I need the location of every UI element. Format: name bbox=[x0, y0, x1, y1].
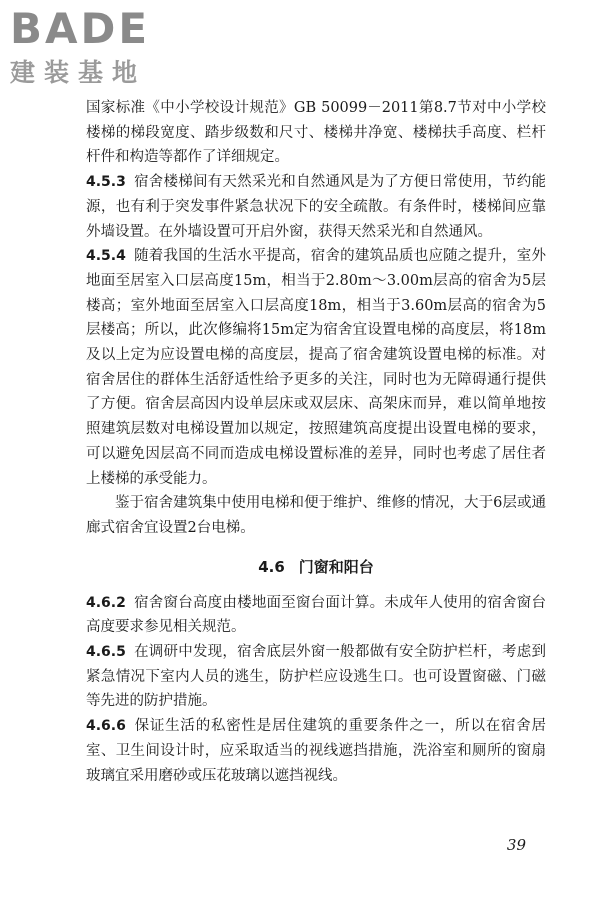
clause-4-6-2 bbox=[86, 591, 546, 640]
brand-logo bbox=[10, 6, 180, 92]
intro-paragraph: 国家标准《中小学校设计规范》GB 50099－2011第8.7节对中小学校楼梯的梯段宽度、踏步级数和尺寸、楼梯井净宽、楼梯扶手高度、栏杆杆件和构造等都作了详细规定。 bbox=[86, 100, 546, 166]
clause-4-5-3 bbox=[86, 170, 546, 244]
document-body bbox=[86, 96, 546, 788]
clause-number: 4.6.5 bbox=[86, 644, 126, 661]
clause-number: 4.6.6 bbox=[86, 718, 126, 735]
followup-paragraph: 鉴于宿舍建筑集中使用电梯和便于维护、维修的情况，大于6层或通廊式宿舍宜设置2台电梯。 bbox=[86, 495, 546, 536]
clause-4-5-4 bbox=[86, 244, 546, 491]
clause-number: 4.6.2 bbox=[86, 594, 126, 611]
clause-text: 在调研中发现，宿舍底层外窗一般都做有安全防护栏杆，考虑到紧急情况下室内人员的逃生，防护栏应设逃生口。也可设置窗磁、门磁等先进的防护措施。 bbox=[86, 644, 546, 710]
clause-text: 宿舍窗台高度由楼地面至窗台面计算。未成年人使用的宿舍窗台高度要求参见相关规范。 bbox=[86, 594, 546, 636]
clause-text: 随着我国的生活水平提高，宿舍的建筑品质也应随之提升，室外地面至居室入口层高度15m，相当于2.80m～3.00m层高的宿舍为5层楼高；室外地面至居室入口层高度18m，相当于3.60m层高的宿舍为5层楼高；所以，此次修编将15m定为宿舍宜设置电梯的高度层，将18m及以上定为应设置电梯的高度层，提高了宿舍建筑设置电梯的标准。对宿舍居住的群体生活舒适性给予更多的关注，同时也为无障碍通行提供了方便。宿舍层高因内设单层床或双层床、高架床而异，难以简单地按照建筑层数对电梯设置加以规定，按照建筑高度提出设置电梯的要求，可以避免因层高不同而造成电梯设置标准的差异，同时也考虑了居住者上楼梯的承受能力。 bbox=[86, 248, 546, 487]
section-heading bbox=[86, 555, 546, 579]
logo-wordmark: BADE bbox=[10, 4, 151, 53]
clause-number: 4.5.3 bbox=[86, 174, 126, 191]
clause-4-6-5 bbox=[86, 640, 546, 714]
clause-4-6-6 bbox=[86, 714, 546, 788]
page-number: 39 bbox=[506, 836, 526, 854]
section-number: 4.6 bbox=[258, 557, 285, 576]
logo-tagline: 建装基地 bbox=[10, 58, 147, 87]
clause-text: 宿舍楼梯间有天然采光和自然通风是为了方便日常使用，节约能源，也有利于突发事件紧急状况下的安全疏散。有条件时，楼梯间应靠外墙设置。在外墙设置可开启外窗，获得天然采光和自然通风。 bbox=[86, 174, 546, 240]
section-title: 门窗和阳台 bbox=[298, 557, 374, 576]
clause-number: 4.5.4 bbox=[86, 248, 126, 265]
clause-text: 保证生活的私密性是居住建筑的重要条件之一，所以在宿舍居室、卫生间设计时，应采取适当的视线遮挡措施，洗浴室和厕所的窗扇玻璃宜采用磨砂或压花玻璃以遮挡视线。 bbox=[86, 718, 546, 784]
